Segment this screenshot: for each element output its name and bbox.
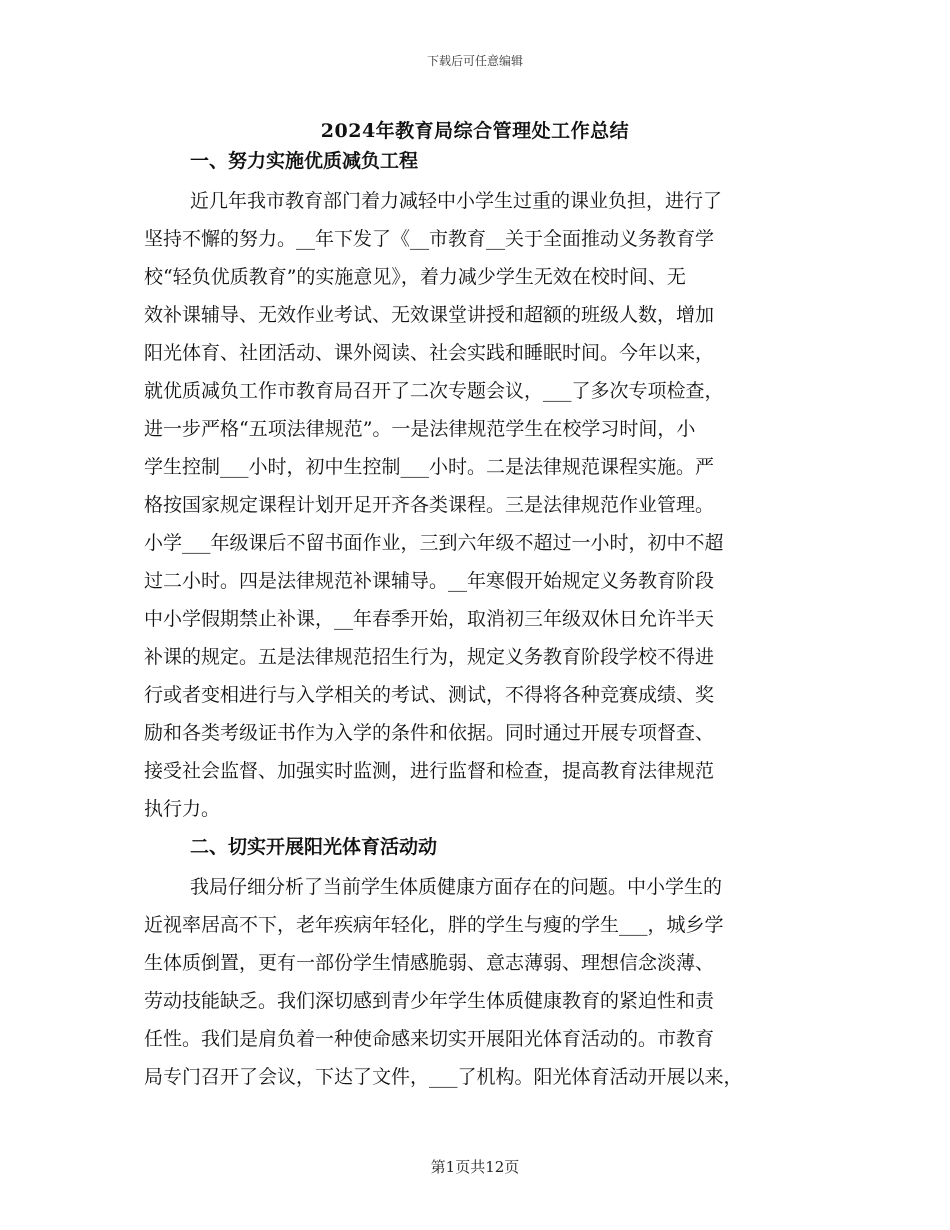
paragraph-line: 效补课辅导、无效作业考试、无效课堂讲授和超额的班级人数，增加 xyxy=(144,304,715,326)
section-heading-2: 二、切实开展阳光体育活动动 xyxy=(190,836,438,858)
paragraph-line: 学生控制___小时，初中生控制___小时。二是法律规范课程实施。严 xyxy=(144,456,715,478)
paragraph-line: 励和各类考级证书作为入学的条件和依据。同时通过开展专项督查、 xyxy=(144,722,715,744)
paragraph-line: 过二小时。四是法律规范补课辅导。__年寒假开始规定义务教育阶段 xyxy=(144,570,715,592)
paragraph-line: 行或者变相进行与入学相关的考试、测试，不得将各种竞赛成绩、奖 xyxy=(144,684,715,706)
paragraph-line: 格按国家规定课程计划开足开齐各类课程。三是法律规范作业管理。 xyxy=(144,494,715,516)
paragraph-line: 小学___年级课后不留书面作业，三到六年级不超过一小时，初中不超 xyxy=(144,532,724,554)
page-header: 下载后可任意编辑 xyxy=(426,54,523,68)
paragraph-line: 我局仔细分析了当前学生体质健康方面存在的问题。中小学生的 xyxy=(190,876,723,898)
paragraph-line: 劳动技能缺乏。我们深切感到青少年学生体质健康教育的紧迫性和责 xyxy=(144,990,715,1012)
page-footer: 第1页共12页 xyxy=(430,1158,520,1176)
paragraph-line: 任性。我们是肩负着一种使命感来切实开展阳光体育活动的。市教育 xyxy=(144,1028,715,1050)
paragraph-line: 接受社会监督、加强实时监测，进行监督和检查，提高教育法律规范 xyxy=(144,760,715,782)
paragraph-line: 进一步严格“五项法律规范”。一是法律规范学生在校学习时间，小 xyxy=(144,418,696,440)
paragraph-line: 坚持不懈的努力。__年下发了《__市教育__关于全面推动义务教育学 xyxy=(144,228,715,250)
paragraph-line: 执行力。 xyxy=(144,798,221,820)
paragraph-line: 近几年我市教育部门着力减轻中小学生过重的课业负担，进行了 xyxy=(190,190,723,212)
paragraph-line: 局专门召开了会议，下达了文件，___了机构。阳光体育活动开展以来， xyxy=(144,1066,743,1088)
document-title: 2024年教育局综合管理处工作总结 xyxy=(320,120,630,142)
paragraph-line: 校“轻负优质教育”的实施意见》，着力减少学生无效在校时间、无 xyxy=(144,266,686,288)
paragraph-line: 中小学假期禁止补课，__年春季开始，取消初三年级双休日允许半天 xyxy=(144,608,715,630)
paragraph-line: 近视率居高不下，老年疾病年轻化，胖的学生与瘦的学生___，城乡学 xyxy=(144,914,724,936)
paragraph-line: 就优质减负工作市教育局召开了二次专题会议，___了多次专项检查， xyxy=(144,380,724,402)
section-heading-1: 一、努力实施优质减负工程 xyxy=(190,150,419,172)
paragraph-line: 阳光体育、社团活动、课外阅读、社会实践和睡眠时间。今年以来， xyxy=(144,342,715,364)
paragraph-line: 生体质倒置，更有一部份学生情感脆弱、意志薄弱、理想信念淡薄、 xyxy=(144,952,715,974)
paragraph-line: 补课的规定。五是法律规范招生行为，规定义务教育阶段学校不得进 xyxy=(144,646,715,668)
